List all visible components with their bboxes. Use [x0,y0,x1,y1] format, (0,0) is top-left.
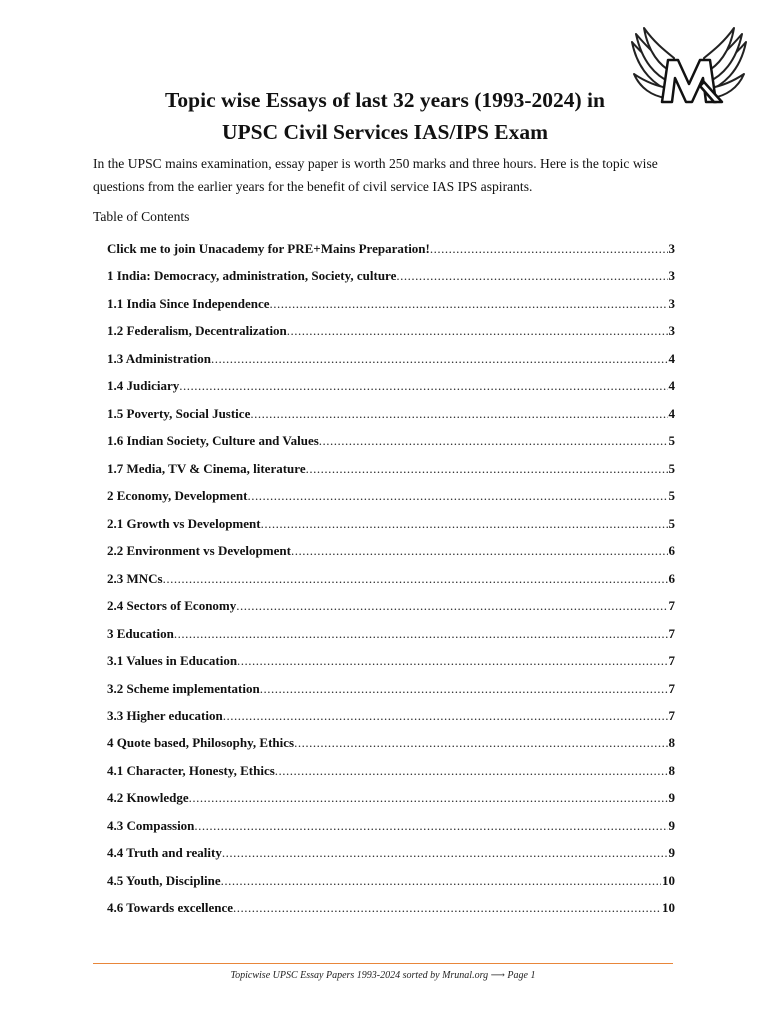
toc-entry-3-1[interactable] [107,647,675,674]
toc-dot-leader [247,482,667,509]
toc-entry-page: 9 [668,845,675,861]
toc-entry-page: 8 [668,735,675,751]
toc-dot-leader [250,400,667,427]
toc-entry-label: 4 Quote based, Philosophy, Ethics [107,735,295,751]
toc-dot-leader [261,510,668,537]
toc-entry-page: 7 [668,625,675,641]
toc-entry-label: 2.1 Growth vs Development [107,515,261,531]
toc-entry-label: 4.5 Youth, Discipline [107,872,221,888]
toc-entry-page: 10 [662,872,675,888]
toc-entry-1[interactable] [107,262,675,289]
toc-entry-4-5[interactable] [107,867,675,894]
toc-entry-label: 4.6 Towards excellence [107,900,234,916]
toc-entry-2-1[interactable] [107,510,675,537]
toc-entry-page: 4 [668,405,675,421]
toc-entry-label: 4.4 Truth and reality [107,845,222,861]
table-of-contents [107,235,675,922]
toc-entry-label: 4.1 Character, Honesty, Ethics [107,762,275,778]
toc-entry-1-4[interactable] [107,372,675,399]
toc-entry-page: 7 [668,598,675,614]
toc-entry-2-2[interactable] [107,537,675,564]
toc-entry-label: 1 India: Democracy, administration, Society, culture [107,268,397,284]
toc-entry-label: 4.3 Compassion [107,817,195,833]
toc-entry-label: 3.1 Values in Education [107,653,238,669]
toc-entry-page: 3 [668,295,675,311]
toc-entry-2[interactable] [107,482,675,509]
intro-paragraph: In the UPSC mains examination, essay paper is worth 250 marks and three hours. Here is the topic wise questions from the earlier years for the benefit of civil service IAS IPS aspirants. [93,156,658,194]
toc-dot-leader [275,757,668,784]
toc-entry-label: 2.2 Environment vs Development [107,543,291,559]
toc-entry-page: 9 [668,817,675,833]
toc-entry-page: 5 [668,433,675,449]
toc-entry-label: Click me to join Unacademy for PRE+Mains Preparation! [107,241,430,256]
toc-entry-page: 4 [668,350,675,366]
toc-dot-leader [233,894,661,921]
toc-entry-4-1[interactable] [107,757,675,784]
toc-entry-label: 1.3 Administration [107,350,212,366]
toc-dot-leader [291,537,668,564]
document-title-line-2: UPSC Civil Services IAS/IPS Exam [221,120,549,144]
toc-entry-1-6[interactable] [107,427,675,454]
toc-entry-page: 3 [668,241,675,256]
toc-dot-leader [237,647,667,674]
toc-entry-page: 3 [668,323,675,339]
toc-entry-page: 9 [668,790,675,806]
toc-dot-leader [189,784,668,811]
toc-entry-label: 1.6 Indian Society, Culture and Values [107,433,319,449]
toc-dot-leader [306,455,668,482]
toc-entry-3-3[interactable] [107,702,675,729]
toc-dot-leader [430,235,668,262]
toc-entry-label: 2 Economy, Development [107,488,248,504]
toc-dot-leader [287,317,668,344]
toc-entry-2-3[interactable] [107,565,675,592]
toc-entry-page: 6 [668,570,675,586]
toc-entry-label: 2.3 MNCs [107,570,163,586]
toc-entry-1-1[interactable] [107,290,675,317]
toc-entry-label: 1.7 Media, TV & Cinema, literature [107,460,306,476]
page-footer: Topicwise UPSC Essay Papers 1993-2024 sorted by Mrunal.org ⟶ Page 1 [230,970,536,981]
toc-dot-leader [174,620,668,647]
toc-dot-leader [194,812,667,839]
toc-entry-page: 5 [668,460,675,476]
toc-entry-page: 7 [668,680,675,696]
toc-dot-leader [270,290,668,317]
document-title-line-1: Topic wise Essays of last 32 years (1993-2024) in [165,88,605,112]
toc-entry-1-7[interactable] [107,455,675,482]
toc-entry-label: 1.1 India Since Independence [107,295,270,311]
toc-entry-page: 5 [668,515,675,531]
toc-entry-1-2[interactable] [107,317,675,344]
toc-entry-4-6[interactable] [107,894,675,921]
toc-dot-leader [396,262,667,289]
toc-entry-page: 3 [668,268,675,284]
toc-entry-2-4[interactable] [107,592,675,619]
toc-entry-label: 1.2 Federalism, Decentralization [107,323,287,339]
toc-dot-leader [223,702,668,729]
toc-entry-1-5[interactable] [107,400,675,427]
toc-entry-label: 3.2 Scheme implementation [107,680,260,696]
toc-entry-4-2[interactable] [107,784,675,811]
toc-entry-4-3[interactable] [107,812,675,839]
toc-entry-label: 1.4 Judiciary [107,378,180,394]
toc-entry-3-2[interactable] [107,675,675,702]
toc-entry-page: 7 [668,707,675,723]
toc-dot-leader [163,565,668,592]
toc-dot-leader [179,372,667,399]
toc-entry-4-4[interactable] [107,839,675,866]
toc-dot-leader [294,729,667,756]
toc-dot-leader [319,427,668,454]
toc-entry-3[interactable] [107,620,675,647]
footer-divider [93,963,673,964]
toc-entry-page: 10 [662,900,675,916]
toc-entry-page: 5 [668,488,675,504]
toc-entry-join-unacademy[interactable] [107,235,675,262]
toc-dot-leader [236,592,667,619]
toc-entry-label: 1.5 Poverty, Social Justice [107,405,251,421]
toc-entry-label: 4.2 Knowledge [107,790,189,806]
toc-entry-label: 3 Education [107,625,174,641]
toc-entry-label: 2.4 Sectors of Economy [107,598,237,614]
toc-entry-label: 3.3 Higher education [107,707,223,723]
toc-dot-leader [222,839,668,866]
toc-entry-page: 8 [668,762,675,778]
toc-dot-leader [211,345,667,372]
toc-entry-4[interactable] [107,729,675,756]
toc-entry-page: 4 [668,378,675,394]
toc-dot-leader [260,675,668,702]
toc-entry-page: 6 [668,543,675,559]
toc-entry-page: 7 [668,653,675,669]
toc-dot-leader [221,867,661,894]
toc-entry-1-3[interactable] [107,345,675,372]
toc-heading: Table of Contents [93,209,190,224]
